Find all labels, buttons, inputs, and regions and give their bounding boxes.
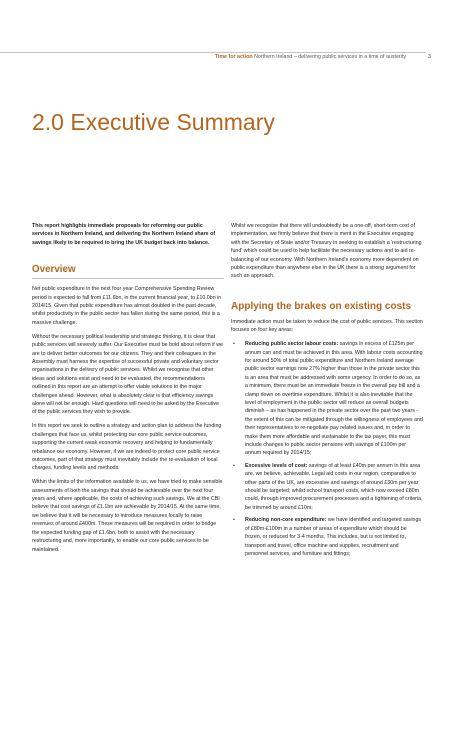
brakes-heading: Applying the brakes on existing costs: [231, 300, 412, 312]
list-item: [231, 462, 423, 512]
restructuring-paragraph: Whilst we recognise that there will undoubtedly be a one-off, short-term cost of implementation, we firmly believe that there is merit in the Executive engaging with the Secretary of State and/or Treasury in seeking to establish a 'restructuring fund' which could be used to help facilitate the necessary actions and to aid re-balancing of our economy. With Northern Ireland's economy more dependent on public expenditure than anywhere else in the UK there is a strong argument for such an approach.: [231, 223, 422, 280]
page-number: 3: [427, 54, 431, 60]
bullet-icon: •: [233, 341, 235, 348]
overview-paragraph-4: Within the limits of the information available to us, we have tried to make sensible assessments of both the savings that should be achievable over the next four years and, where applicable, the costs of achieving such savings. We at the CBI believe that cost savings of £1.1bn are achievable by 2014/15. At the same time, we believe that it will be necessary to introduce measures locally to raise revenues of around £400m. These measures will be required in order to bridge the expected funding gap of £1.6bn, both to assist with the necessary restructuring and, more importantly, to enable our core public services to be maintained.: [32, 479, 223, 553]
overview-paragraph-2: Without the necessary political leadership and strategic thinking, it is clear that public services will severely suffer. Our Executive must be bold about reform if we are to deliver better outcomes for our citizens. They and their colleagues in the Assembly must harness the expertise of successful private and voluntary sector organisations in the delivery of public services. Whilst we recognise that other ideas and solutions exist and need to be evaluated, the recommendations outlined in this report are an attempt to offer viable solutions to the major challenges ahead. However, what is absolutely clear is that efficiency savings alone will not be enough. Hard questions will need to be asked by the Executive of the public services they wish to provide.: [32, 333, 223, 416]
bullet-lead: Reducing public sector labour costs:: [245, 341, 339, 348]
running-header: [0, 52, 454, 66]
right-column: [231, 222, 423, 562]
bullet-lead: Excessive levels of cost:: [245, 462, 308, 469]
left-column: [32, 222, 224, 559]
overview-paragraph-3: In this report we seek to outline a strategy and action plan to address the funding challenges that face us, whilst protecting our core public service outcomes, supporting the current weak economic recovery and helping to fundamentally rebalance our economy. However, if we are indeed to protect core public service outcomes, part of that strategy must inevitably include the re-evaluation of local charges, funding levels and methods.: [32, 423, 222, 472]
bullet-text: savings in excess of £125m per annum can and must be achieved in this area. With labour costs accounting for around 50% of total public expenditure and Northern Ireland average public sector earnings now 27% higher than those in the private sector this is an area that must be addressed with some urgency. In order to do so, as a minimum, there must be an immediate freeze in the overall pay bill and a clamp down on overtime expenditure. Whilst it is also inevitable that the level of employment in the public sector will reduce as overall budgets diminish – as has happened in the private sector over the past two years -the extent of this can be mitigated through the willingness of employees and their representatives to re-negotiate pay related issues and, in order to make them more affordable and sustainable to the tax payer, this must include changes to public sector pensions with savings of £100m per annum required by 2014/15;: [245, 341, 423, 457]
header-accent: Time for action: [214, 54, 253, 60]
intro-paragraph: This report highlights immediate proposals for reforming our public services in Northern Ireland, and delivering the Northern Ireland share of savings likely to be required to bring the UK budget back into balance.: [32, 223, 216, 246]
page-title: 2.0 Executive Summary: [32, 109, 275, 135]
overview-heading: Overview: [32, 264, 224, 279]
header-title: [215, 54, 406, 60]
bullet-icon: •: [233, 517, 235, 524]
bullet-icon: •: [233, 462, 235, 469]
list-item: [231, 516, 423, 558]
header-rule: [0, 52, 426, 53]
brakes-intro-paragraph: Immediate action must be taken to reduce the cost of public services. This section focuses on four key areas:: [231, 318, 423, 334]
overview-paragraph-1: Net public expenditure in the next four year Comprehensive Spending Review period is expected to fall from £11.6bn, in the current financial year, to £10.0bn in 2014/15. Given that public expenditure has almost doubled in the past decade, whilst productivity in the public sector has fallen during the same period, this is a massive challenge.: [32, 286, 222, 326]
header-subtitle: Northern Ireland – delivering public services in a time of austerity: [252, 54, 406, 60]
key-areas-list: [231, 340, 423, 558]
bullet-text: we have identified and targeted savings of £80m-£100m in a number of areas of expenditure which should be frozen, or reduced for 3-4 months. This includes, but is not limited to, transport and travel, office machine and supplies, recruitment and personnel services, and furniture and fittings;: [245, 517, 422, 557]
list-item: [231, 340, 423, 458]
bullet-text: savings of at least £40m per annum in this area are, we believe, achievable. Legal aid costs in our region, comparative to other parts of the UK, are excessive and savings of around £30m per year should be targeted; whilst school transport costs, which now exceed £80m could, through improved procurement processes and a tightening of criteria, be trimmed by around £10m;: [245, 462, 423, 511]
bullet-lead: Reducing non-core expenditure:: [245, 517, 327, 524]
